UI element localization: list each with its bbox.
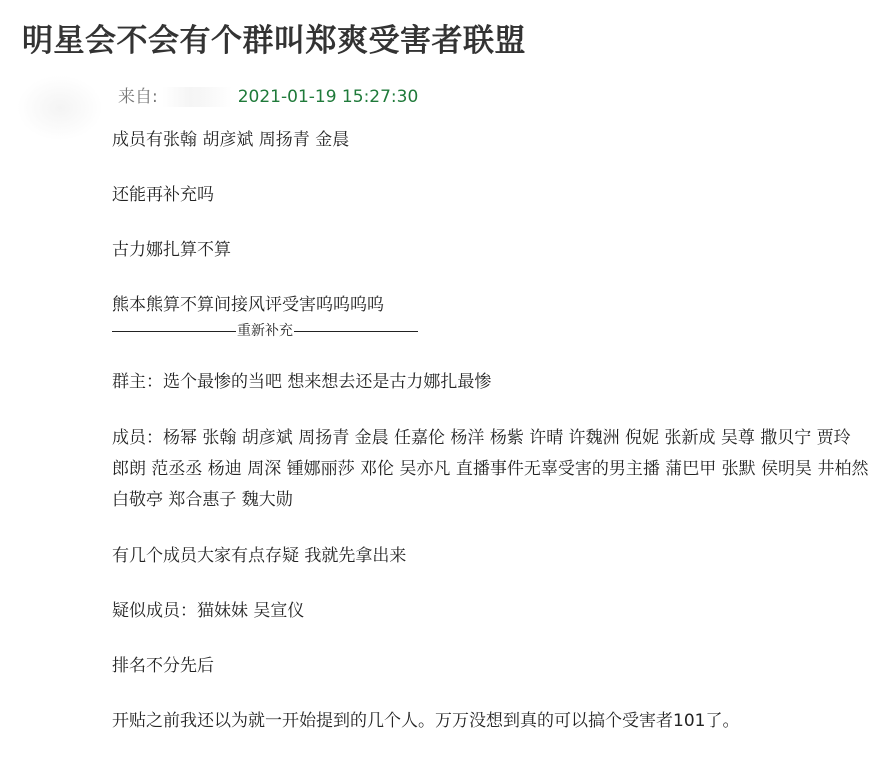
paragraph-members: 成员有张翰 胡彦斌 周扬青 金晨	[112, 130, 350, 150]
section-divider	[112, 320, 872, 342]
paragraph-gulinazha: 古力娜扎算不算	[112, 240, 231, 260]
paragraph-member-list: 成员：杨幂 张翰 胡彦斌 周扬青 金晨 任嘉伦 杨洋 杨紫 许晴 许魏洲 倪妮 张新成 吴尊 撒贝宁 贾玲 郎朗 范丞丞 杨迪 周深 锺娜丽莎 邓伦 吴亦凡 直播事件无辜受害的男主播 蒲巴甲 张默 侯明昊 井柏然 白敬亭 郑合惠子 魏大勋	[112, 428, 869, 510]
author-name-blurred[interactable]	[162, 87, 232, 107]
from-label: 来自:	[118, 87, 158, 107]
divider-label: 重新补充	[237, 323, 293, 339]
divider-rule-right	[294, 331, 418, 332]
post-meta	[118, 84, 418, 110]
post-timestamp: 2021-01-19 15:27:30	[237, 87, 419, 107]
paragraph-closing: 开贴之前我还以为就一开始提到的几个人。万万没想到真的可以搞个受害者101了。	[112, 711, 740, 731]
paragraph-group-owner: 群主：选个最惨的当吧 想来想去还是古力娜扎最惨	[112, 372, 492, 392]
paragraph-kumamon: 熊本熊算不算间接风评受害呜呜呜呜	[112, 295, 384, 315]
divider-rule-left	[112, 331, 236, 332]
post-body	[112, 126, 872, 762]
post-title: 明星会不会有个群叫郑爽受害者联盟	[22, 23, 526, 59]
paragraph-doubtful: 有几个成员大家有点存疑 我就先拿出来	[112, 546, 407, 566]
paragraph-suspected-members: 疑似成员：猫妹妹 吴宣仪	[112, 601, 305, 621]
paragraph-ask-more: 还能再补充吗	[112, 185, 214, 205]
paragraph-no-ranking: 排名不分先后	[112, 656, 214, 676]
author-avatar[interactable]	[18, 76, 102, 140]
